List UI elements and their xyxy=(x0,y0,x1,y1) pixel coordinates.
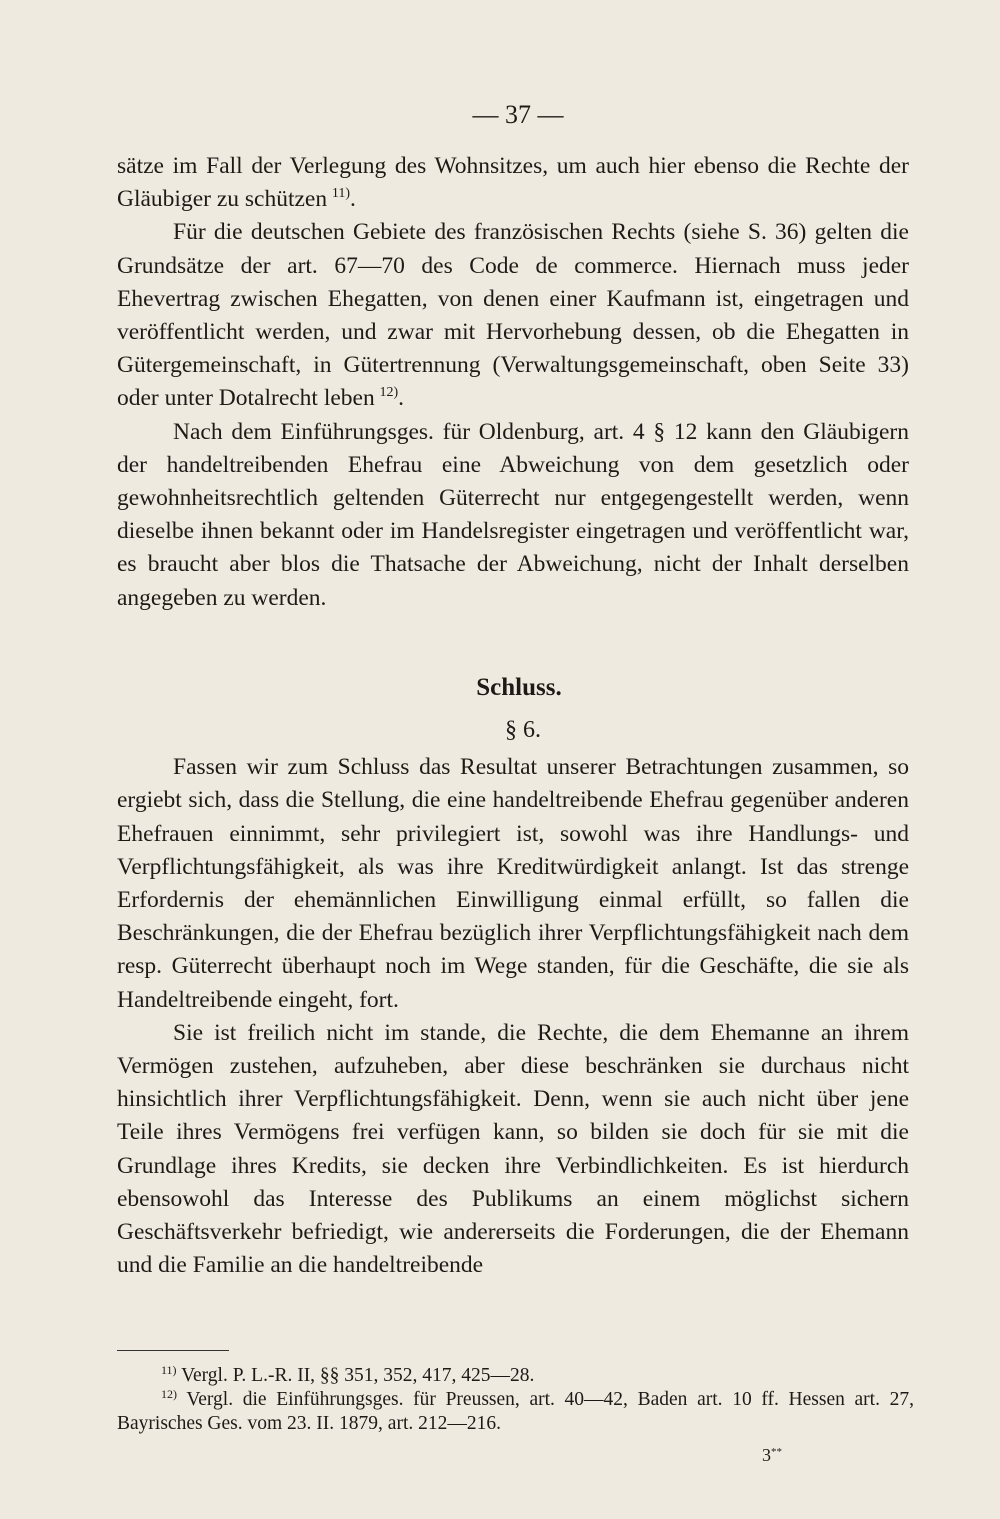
footnote xyxy=(117,1364,914,1388)
paragraph-text: Für die deutschen Gebiete des französischen Rechts (siehe S. 36) gelten die Grundsätze der art. 67—70 des Code de commerce. Hiernach muss jeder Ehevertrag zwischen Ehegatten, von denen einer Kaufmann ist, eingetragen und veröffentlicht werden, und zwar mit Hervorhebung dessen, ob die Ehegatten in Gütergemeinschaft, in Gütertrennung (Verwaltungsgemeinschaft, oben Seite 33) oder unter Dotalrecht leben xyxy=(117,219,909,412)
paragraph-text: sätze im Fall der Verlegung des Wohnsitzes, um auch hier ebenso die Rechte der Gläubiger zu schützen xyxy=(117,153,909,213)
paragraph xyxy=(117,416,909,615)
section-heading: Schluss. xyxy=(476,673,562,701)
paragraph: Für die deutschen Gebiete des französischen Rechts (siehe S. 36) gelten die Grundsätze der art. 67—70 des Code de commerce. Hiernach muss jeder Ehevertrag zwischen Ehegatten, von denen einer Kaufmann ist, eingetragen und veröffentlicht werden, und zwar mit Hervorhebung dessen, ob die Ehegatten in Gütergemeinschaft, in Gütertrennung (Verwaltungsgemeinschaft, oben Seite 33) oder unter Dotalrecht leben $^{12)}$. xyxy=(117,219,909,412)
paragraph: Sie ist freilich nicht im stande, die Rechte, die dem Ehemanne an ihrem Vermögen zustehen, aufzuheben, aber diese beschränken sie durchaus nicht hinsichtlich ihrer Verpflichtungsfähigkeit. Denn, wenn sie auch nicht über jene Teile ihres Vermögens frei verfügen kann, so bilden sie doch für sie mit die Grundlage ihres Kredits, sie decken ihre Verbindlichkeiten. Es ist hierdurch ebensowohl das Interesse des Publikums an einem möglichst sichern Geschäftsverkehr befriedigt, wie andererseits die Forderungen, die der Ehemann und die Familie an die handeltreibende xyxy=(117,1019,909,1279)
section-number: § 6. xyxy=(505,717,541,744)
signature-mark: 3** xyxy=(762,1445,782,1465)
footnote-ref: 12) xyxy=(379,385,399,401)
footnote-mark: 12) xyxy=(161,1387,177,1401)
footnote-rule xyxy=(117,1350,229,1351)
footnote-text: Vergl. die Einführungsges. für Preussen, art. 40—42, Baden art. 10 ff. Hessen art. 27, Bayrisches Ges. vom 23. II. 1879, art. 212—216. xyxy=(117,1389,915,1434)
page-number: — 37 — xyxy=(472,100,564,129)
paragraph-text: Nach dem Einführungsges. für Oldenburg, art. 4 § 12 kann den Gläubigern der handeltreibenden Ehefrau eine Abweichung von dem gesetzlich oder gewohnheitsrechtlich geltenden Güterrecht nur entgegengestellt werden, wenn dieselbe ihnen bekannt oder im Handelsregister eingetragen und veröffentlicht war, es braucht aber blos die Thatsache der Abweichung, nicht der Inhalt derselben angegeben zu werden. xyxy=(117,418,909,611)
footnote-mark: 11) xyxy=(161,1363,177,1377)
footnote-text: Vergl. P. L.-R. II, §§ 351, 352, 417, 425—28. xyxy=(181,1365,535,1386)
main-text xyxy=(117,150,909,1283)
paragraph: sätze im Fall der Verlegung des Wohnsitzes, um auch hier ebenso die Rechte der Gläubiger zu schützen $^{11)}$. xyxy=(117,153,909,213)
footnote xyxy=(117,1388,914,1436)
footnotes xyxy=(117,1364,914,1436)
paragraph: Fassen wir zum Schluss das Resultat unserer Betrachtungen zusammen, so ergiebt sich, dass die Stellung, die eine handeltreibende Ehefrau gegenüber anderen Ehefrauen einnimmt, sehr privilegiert ist, sowohl was ihre Handlungs- und Verpflichtungsfähigkeit, als was ihre Kreditwürdigkeit anlangt. Ist das strenge Erfordernis der ehemännlichen Einwilligung einmal erfüllt, so fallen die Beschränkungen, die der Ehefrau bezüglich ihrer Verpflichtungsfähigkeit nach dem resp. Güterrecht überhaupt noch im Wege standen, für die Geschäfte, die sie als Handeltreibende eingeht, fort. xyxy=(117,754,909,1013)
footnote-ref: 11) xyxy=(331,186,350,202)
